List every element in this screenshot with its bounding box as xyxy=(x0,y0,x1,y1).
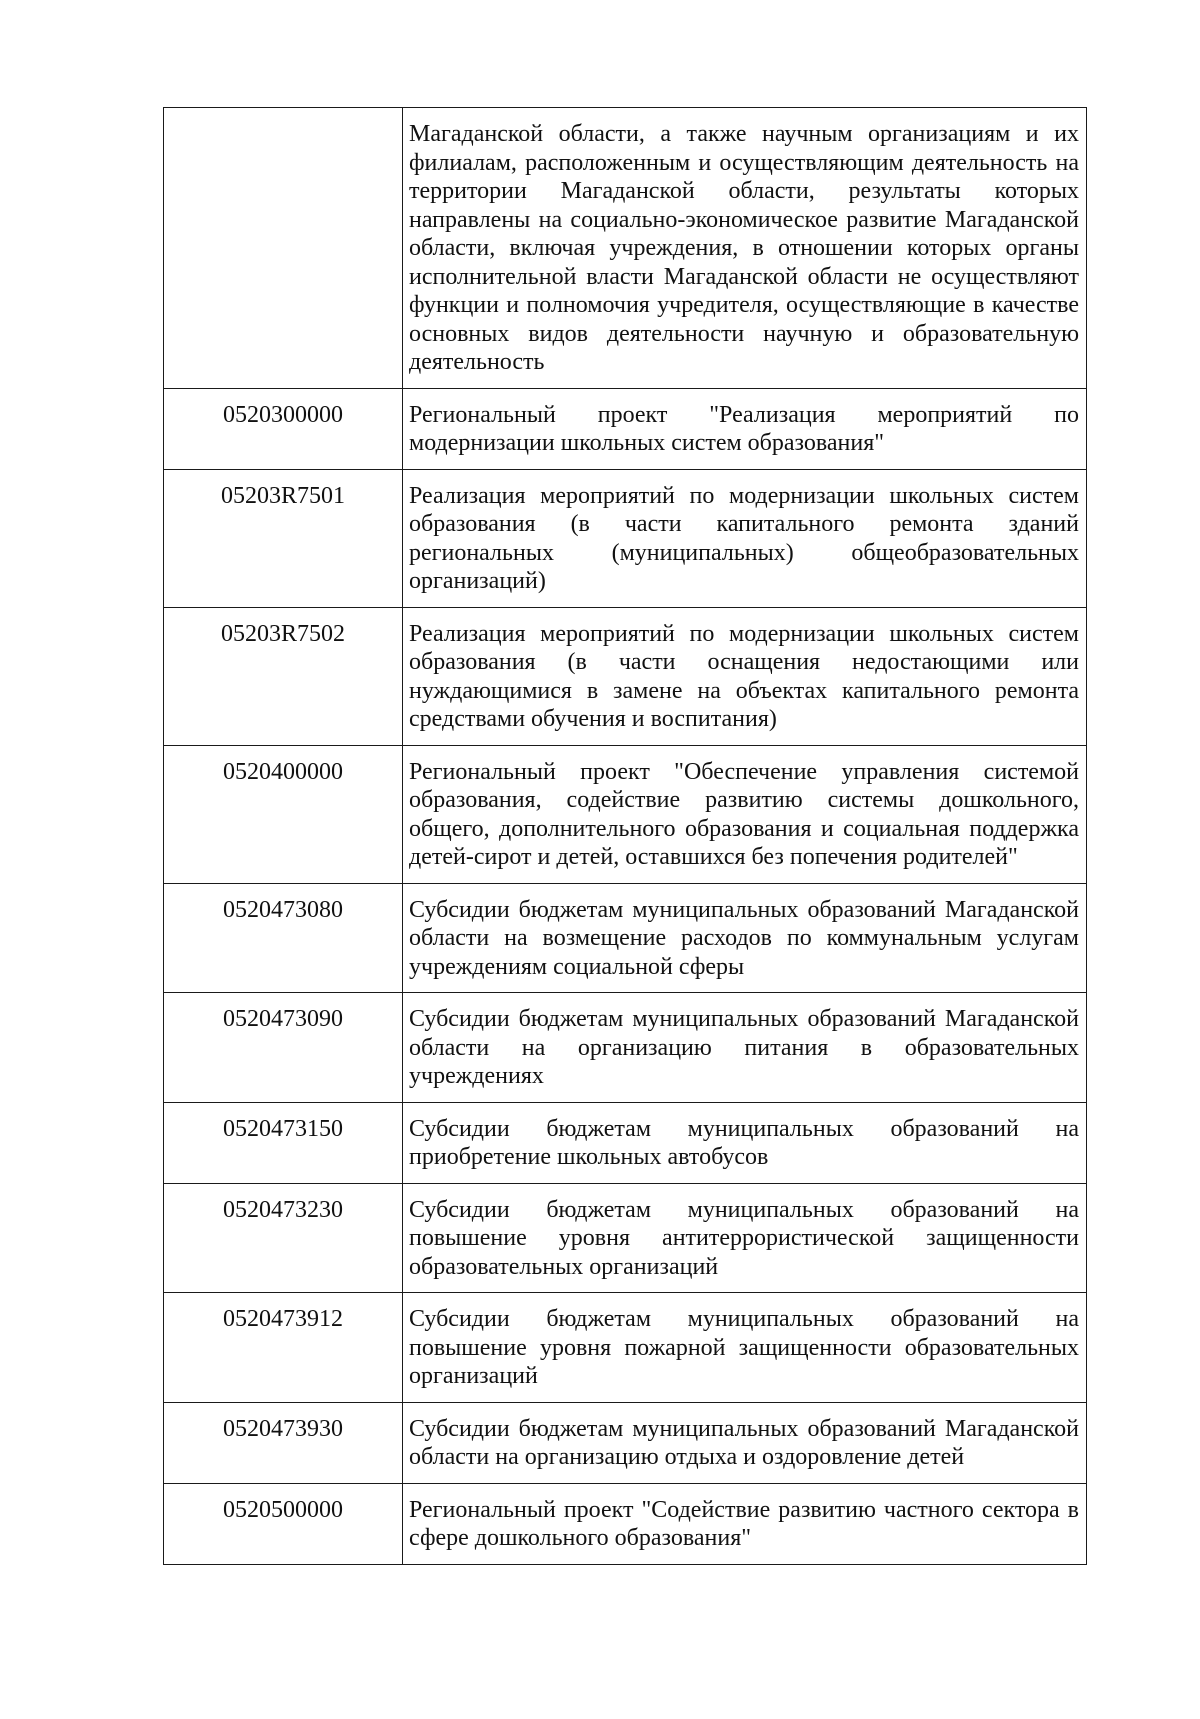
table-row xyxy=(164,1402,1087,1483)
table-row xyxy=(164,1293,1087,1403)
code-cell: 0520473930 xyxy=(164,1402,403,1483)
description-cell: Субсидии бюджетам муниципальных образований на повышение уровня антитеррористической защищенности образовательных организаций xyxy=(403,1183,1087,1293)
code-cell: 05203R7502 xyxy=(164,607,403,745)
table-row xyxy=(164,607,1087,745)
description-cell: Субсидии бюджетам муниципальных образований Магаданской области на организацию отдыха и оздоровление детей xyxy=(403,1402,1087,1483)
table-row xyxy=(164,1183,1087,1293)
table-row xyxy=(164,1102,1087,1183)
code-cell: 0520300000 xyxy=(164,388,403,469)
code-cell: 0520473080 xyxy=(164,883,403,993)
table-row xyxy=(164,745,1087,883)
code-cell: 0520473150 xyxy=(164,1102,403,1183)
code-cell: 05203R7501 xyxy=(164,469,403,607)
table-row xyxy=(164,388,1087,469)
description-cell: Субсидии бюджетам муниципальных образований Магаданской области на возмещение расходов по коммунальным услугам учреждениям социальной сферы xyxy=(403,883,1087,993)
description-cell: Магаданской области, а также научным организациям и их филиалам, расположенным и осуществляющим деятельность на территории Магаданской области, результаты которых направлены на социально-экономическое развитие Магаданской области, включая учреждения, в отношении которых органы исполнительной власти Магаданской области не осуществляют функции и полномочия учредителя, осуществляющие в качестве основных видов деятельности научную и образовательную деятельность xyxy=(403,108,1087,389)
table-row xyxy=(164,108,1087,389)
description-cell: Субсидии бюджетам муниципальных образований на повышение уровня пожарной защищенности образовательных организаций xyxy=(403,1293,1087,1403)
description-cell: Реализация мероприятий по модернизации школьных систем образования (в части оснащения недостающими или нуждающимися в замене на объектах капитального ремонта средствами обучения и воспитания) xyxy=(403,607,1087,745)
description-cell: Субсидии бюджетам муниципальных образований Магаданской области на организацию питания в образовательных учреждениях xyxy=(403,993,1087,1103)
code-cell: 0520473912 xyxy=(164,1293,403,1403)
description-cell: Региональный проект "Содействие развитию частного сектора в сфере дошкольного образования" xyxy=(403,1483,1087,1564)
description-cell: Региональный проект "Обеспечение управления системой образования, содействие развитию системы дошкольного, общего, дополнительного образования и социальная поддержка детей-сирот и детей, оставшихся без попечения родителей" xyxy=(403,745,1087,883)
table-row xyxy=(164,469,1087,607)
table-row xyxy=(164,993,1087,1103)
description-cell: Реализация мероприятий по модернизации школьных систем образования (в части капитального ремонта зданий региональных (муниципальных) общеобразовательных организаций) xyxy=(403,469,1087,607)
table-row xyxy=(164,883,1087,993)
code-cell: 0520473230 xyxy=(164,1183,403,1293)
code-cell: 0520400000 xyxy=(164,745,403,883)
table-row xyxy=(164,1483,1087,1564)
description-cell: Субсидии бюджетам муниципальных образований на приобретение школьных автобусов xyxy=(403,1102,1087,1183)
description-cell: Региональный проект "Реализация мероприятий по модернизации школьных систем образования" xyxy=(403,388,1087,469)
code-cell: 0520500000 xyxy=(164,1483,403,1564)
budget-code-table xyxy=(163,107,1087,1565)
code-cell: 0520473090 xyxy=(164,993,403,1103)
code-cell xyxy=(164,108,403,389)
